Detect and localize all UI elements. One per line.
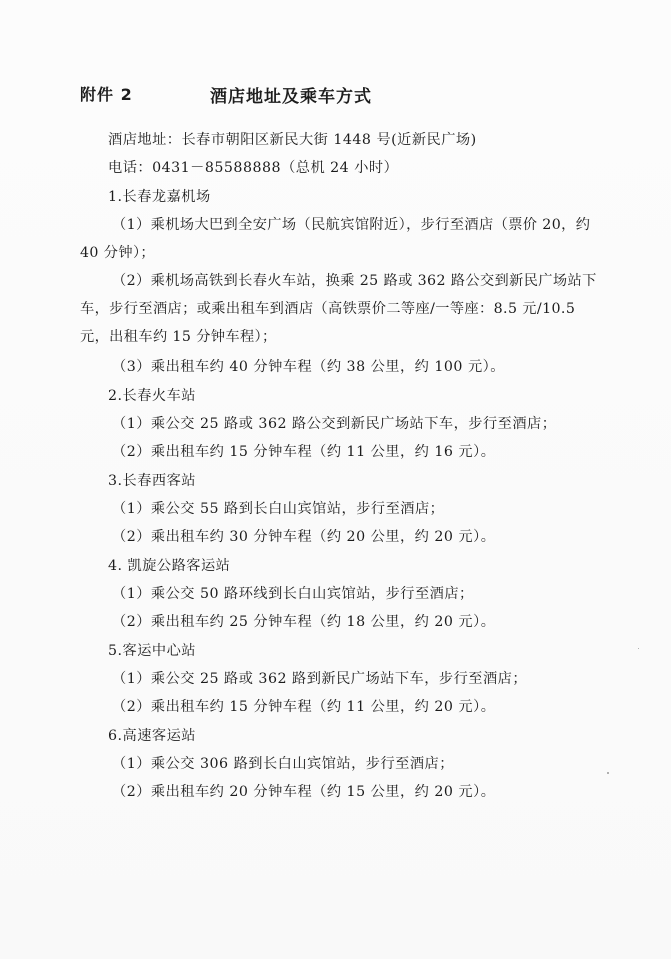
scan-speck xyxy=(607,772,609,774)
section-item: （2）乘机场高铁到长春火车站，换乘 25 路或 362 路公交到新民广场站下车，步行至酒店；或乘出租车到酒店（高铁票价二等座/一等座：8.5 元/10.5 元，出租车约 15 分钟车程）； xyxy=(80,273,597,345)
section-item: （1）乘公交 50 路环线到长白山宾馆站，步行至酒店； xyxy=(112,586,474,602)
section-item: （1）乘公交 25 路或 362 路到新民广场站下车，步行至酒店； xyxy=(112,671,528,687)
section-item: （2）乘出租车约 30 分钟车程（约 20 公里，约 20 元）。 xyxy=(112,529,496,545)
section-heading-coach-center: 5.客运中心站 xyxy=(108,643,196,659)
section-item: （2）乘出租车约 25 分钟车程（约 18 公里，约 20 元）。 xyxy=(112,614,496,630)
section-heading-railway: 2.长春火车站 xyxy=(108,388,196,404)
document-header xyxy=(80,82,600,106)
section-item: （1）乘公交 306 路到长白山宾馆站，步行至酒店； xyxy=(112,756,454,772)
attachment-label: 附件 2 xyxy=(80,85,133,104)
hotel-address: 酒店地址：长春市朝阳区新民大街 1448 号(近新民广场) xyxy=(108,132,477,148)
section-heading-west-station: 3.长春西客站 xyxy=(108,473,196,489)
section-heading-expressway-station: 6.高速客运站 xyxy=(108,728,196,744)
scan-speck xyxy=(638,648,639,649)
document-title: 酒店地址及乘车方式 xyxy=(210,87,372,107)
section-item: （2）乘出租车约 15 分钟车程（约 11 公里，约 20 元）。 xyxy=(112,699,496,715)
section-item: （1）乘公交 55 路到长白山宾馆站，步行至酒店； xyxy=(112,501,445,517)
section-item: （3）乘出租车约 40 分钟车程（约 38 公里，约 100 元）。 xyxy=(112,359,505,375)
section-heading-kaixuan-station: 4. 凯旋公路客运站 xyxy=(108,558,231,574)
section-item: （1）乘公交 25 路或 362 路公交到新民广场站下车，步行至酒店； xyxy=(112,416,557,432)
section-item: （1）乘机场大巴到全安广场（民航宾馆附近），步行至酒店（票价 20，约 40 分钟）； xyxy=(80,217,591,261)
section-item: （2）乘出租车约 20 分钟车程（约 15 公里，约 20 元）。 xyxy=(112,784,496,800)
section-heading-airport: 1.长春龙嘉机场 xyxy=(108,189,211,205)
section-item: （2）乘出租车约 15 分钟车程（约 11 公里，约 16 元）。 xyxy=(112,444,496,460)
hotel-phone: 电话：0431－85588888（总机 24 小时） xyxy=(108,160,399,176)
